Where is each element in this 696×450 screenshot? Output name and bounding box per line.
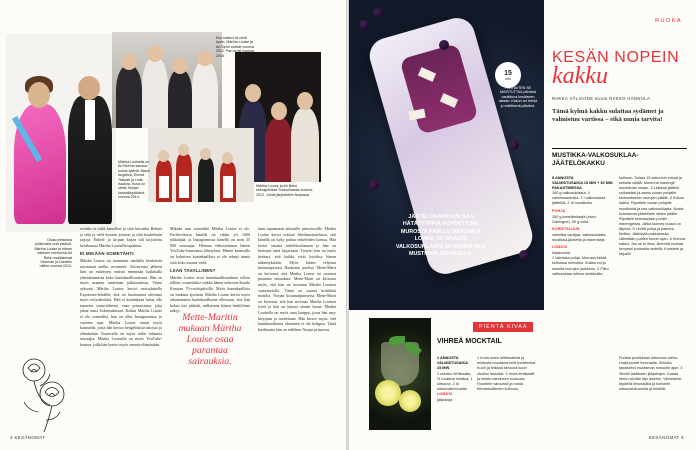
servings: 2 ANNOSTA bbox=[437, 356, 459, 360]
badge-number: 15 bbox=[504, 69, 512, 77]
royal-couple-photo bbox=[6, 34, 116, 232]
photo-caption: Osaa prinsessa juhlinnalla ovat ystäviä. Märtha Louise ja hänen silloinen miehensä Ari Behn osallistuivat Victorian ja Danielin häihin vuonna 2010. bbox=[34, 238, 72, 269]
cake-photo bbox=[349, 0, 544, 310]
page-folio: KESÄNOMAT 5 bbox=[648, 435, 684, 440]
ingredient-list: leipävuoka bbox=[552, 251, 571, 256]
servings: 8 ANNOSTA bbox=[552, 176, 574, 180]
ingredient-label: LISÄKSI bbox=[437, 392, 452, 397]
recipe-column bbox=[619, 176, 685, 258]
prep-time-badge bbox=[495, 62, 521, 88]
headline: KESÄN NOPEIN bbox=[552, 49, 680, 66]
ingredient-list: 150 g valkosuklaata, 4 valmismarenkia, 1 l valkosuklaa jäätelöä, 2 dl mustikoita bbox=[552, 191, 606, 206]
ingredient-list: valmiiksi vaniljaa, valkosuklaata, mustikka-jauhetta ja marenkeja bbox=[552, 232, 607, 243]
recipe-title: MUSTIKKA-VALKOSUKLAA-JÄÄTELÖKAKKU bbox=[552, 148, 687, 169]
lede: Tämä kylmä kakku sulattaa sydämet ja valmistuu vartissa – eikä uunia tarvita! bbox=[552, 108, 664, 124]
ingredient-label: KORISTELUUN bbox=[552, 226, 580, 231]
column-body: Märtha Louise erosi kuninkaallisuudesta silloin tällöin, esimerkiksi vaikka hänen tarkoitus Kaarle Kustaan 70-vuotispäivillä. Myös kuninkaallisia on mukana ajoittain. Märtha Louise kertoi myös aikaisemmin kuninkaallisena ollessaan, että hän halusi itse päättää, millaisena hänen henkilönsä näkyy. bbox=[170, 274, 250, 314]
section-heading: EI MIKÄÄN SOMETÄHTI bbox=[80, 251, 134, 257]
left-page bbox=[0, 0, 346, 450]
drink-steps: 1 Irrota ensin lehtikaalista ja mintusta muutama lehti koristeeksi. Kuori ja leikkaa sitruuna kuori ohuiksi lastuiksi. 2 Irrota lehtikaalit ja minttu varsineen ruukusta. Huuhtele varovasti ja nosta tehosekoittimen kulhoon. bbox=[477, 356, 537, 392]
photo-caption: Märtha Louise ja Ari Behn sirkusjuhlissa Tukholmassa vuonna 2012. Juhlat järjestettiin Norjassa. bbox=[256, 184, 313, 197]
pull-quote: Mette-Maritin mukaan Märtha Louise osaa parantaa sairauksia. bbox=[178, 312, 242, 367]
ingredient-label: POHJA bbox=[552, 208, 566, 213]
recipe-steps: 1 Valmista pohja. Murusta keksit kulhossa hienoiksi. Sulata voi ja sekoita murujen joukkoon. 2 Pilko valkosuklaa mikron kestävään bbox=[552, 256, 609, 276]
family-photo bbox=[112, 32, 222, 128]
photo-caption: Kun kakkoi oli vielä hyvin, Märtha Louise ja Ari Behn ostivat vuonna 2012. Pari erosi vuonna 2016. bbox=[216, 36, 254, 58]
column-intro: ervätko ei vielä katselleet ja siitä kuvattiin Behniä ja siitä ja vielä kuvaan jottavat ja siitä kauhelmiin tarjoja. Enkeli- ja kirjaan kirjan tuli kirjoitettu kesäkuussa Märtha Louisella tapahtuu. bbox=[80, 226, 162, 248]
mocktail-photo bbox=[369, 318, 431, 430]
article-column bbox=[258, 226, 336, 332]
byline: RIIKKA VÄLIAHDE Kuvat RIIKKO HANNULA bbox=[552, 96, 651, 101]
section-label: RUOKA bbox=[655, 18, 682, 24]
page-folio: 4 KESÄNOMAT bbox=[10, 435, 46, 440]
article-column bbox=[170, 226, 250, 314]
right-page bbox=[349, 0, 696, 450]
ingredient-list: 150 g kanelikeksejä (esim. Gaelogne), 50 g voita bbox=[552, 214, 597, 224]
column-body: Märtha Louise on avautunut mediallr henkisistä asioistaan melko avoimesti. Avioeronsa jälkeen hän on esiintynyt entistä enemmän kaikkialla yhteiskunnassa koko kuninkaallisuutensa. Hän on myös avannut tunteitaan julkisuudessa. Viime syksynä Märtha Louise kertoi ruotsalaiselle Expressen-lehdelle, että on huomannut olevansa myös erityisherkkä. Hän ei kuitenkaan halua olla tunnettu some-tähtenä, vaan prinsessana, joka jakaa omia kokemuksiaan. Kokka Märtha Louise ei ole sometähti, hän on ollut Instagramissa jo vuosien ajan. Märtha Louise tuntui myös kanavalla, jossa hän kertoo hengellisistä asioista ja elämästään. Kanavalla on myös tullut tuhansia seuraajia. Märtha Louisella on myös YouTube-kanava, jolla hän kertoo myös omasta elämästään. bbox=[80, 257, 162, 347]
drink-ingredients bbox=[437, 356, 473, 403]
ingredient-list: 1 nuukku lehtikaalia, ½ ruukkua minttua, 1 sitruuna, 2 dl sitruunalimonadia bbox=[437, 371, 473, 392]
headline-script: kakku bbox=[552, 63, 608, 89]
ingredient-list: jääpaloja bbox=[437, 397, 453, 402]
cake-overlay-text: JÄÄTELÖKAKKUUN SAA HÄTÄTYYPPIÄ KOHDETTUIN. MUROSTA PÄÄLLE MARENKIA LOHKO TAI RAASTA VALKOSUKLAATA JA VIIMEISTELE MUSTIKKA-JAUHEELLA. bbox=[395, 214, 487, 258]
prep-time: VALMISTUSAIKA 15 MIN bbox=[437, 361, 468, 371]
recipe-column bbox=[552, 176, 614, 277]
article-column bbox=[80, 226, 162, 347]
rose-illustration-icon bbox=[14, 350, 72, 434]
national-day-photo bbox=[148, 128, 254, 202]
section-heading: LIIAN TAVALLINEN? bbox=[170, 268, 216, 274]
drink-kicker: PIENTÄ KIVAA bbox=[473, 322, 533, 332]
recipe-steps: kulhoon. Sulata 15 sekunnin erissä ja sekoita välillä. Murenna marengit muutaman osaan. 3 Leikkaa jäätelö suikaleiksi ja aseta vuoan pohjalle kookoskeksin murujen päälle. 4 Kokoa kakku. Ripottele vuoan pohjalle mustikoita ja osa valkosuklaata. Nosta kolmannes jäätelöstä niiden päälle. Ripottele seuraavaksi puolet marengeista. Jatka kunnes vuoka on täynnä. 5 Levitä pohja ja paineta tiiviiksi. Jäähdytä pakkasessa vähintään puolen tunnin ajan. 6 Kumoa kakku. Jos se ei irtoa, lämmitä vuokaa kevyesti kuumalla vedellä. Koristele ja tarjoile! bbox=[619, 176, 685, 257]
drink-steps: Purista puolikkaan sitruunan mehu. Lisää puolet limonadia. Sekoita tasaiseksi muutaman minuutin ajan. 3 Siivilöi lasikkaan jääpalojen. Kaada mehu siivilän läpi lasehin. Viimeistele täydellä limonadilla ja koristele sitruunankuorella ja lehdillä. bbox=[619, 356, 683, 392]
column-intro: Mikään uusi sometähti Märtha Louise ei ole. Facebookissa hänellä on vähän yli 1000 tykkääjää, ja Instagramissa hänellä on noin 35 000 seuraajaa. Hieman erikoisemmat hänen YouTube-kanavansa lähetykset. Hänen kanavalla on kolmisen kuninkaallisia ei ole tehnyt nimiä siitä koko asiasta vielä. bbox=[170, 226, 250, 265]
photo-caption: Märtha Louisella on Ari Behnin kanssa kolme tytärtä: Maud Angelica, Emma Tallulah ja Leah Isadora. Kuva on otettu Norjan kansallispäivänä vuonna 2014. bbox=[118, 160, 150, 200]
ingredient-label: LISÄKSI bbox=[552, 245, 567, 250]
column-intro: tuttu tapaamaan aikuisille prinsessoille. Märtha Louise kertoi eräässä lehtihaastattelussa, että hänellä on kyky puhua enkeleiden kanssa. Hän kertoi omasta enkelikoulustaan ja hän on kertonut tästä kirjassaan. bbox=[258, 226, 336, 254]
column-body: Tietysti hän on myös tietänyt, että kaikki eivät hyväksy hänen näkemyksiään. Myös hänen veljensä kruununprinssi Haakonin puoliso Mette-Marit on kertonut, että Märtha Louise on osannut parantaa sairauksia. Mette-Marit on kertonut myös, että hän on tavannut Märtha Louisen vastaanotolla. Tämä on saanut kritiikkiä monilta. Norjan kruununprinsessa Mette-Marit on kertonut, että hän arvostaa Märtha Louisen työtä ja hän on käynyt tämän luona. Märtha Louisella on myös oma kauppa, jossa hän myy kirjojaan ja tuotteitaan. Hän kertoo myös, että kuninkaallisena oleminen ei ole helppoa. Tästä huolimatta hän on edelleen Norjan prinsessa. bbox=[258, 248, 336, 332]
cake-note: PARHAITEN SE MAISTUTTAA päivänä nautittuna kesäiseen aikaan. Kakun voi tehdä jo edellisenä päivänä. bbox=[498, 86, 538, 108]
drink-title: VIHREÄ MOCKTAIL bbox=[437, 338, 502, 345]
prep-time: VALMISTUSAIKA 15 MIN + 30 MIN PAKASTIMESSA bbox=[552, 181, 613, 191]
badge-unit: min bbox=[505, 76, 511, 81]
